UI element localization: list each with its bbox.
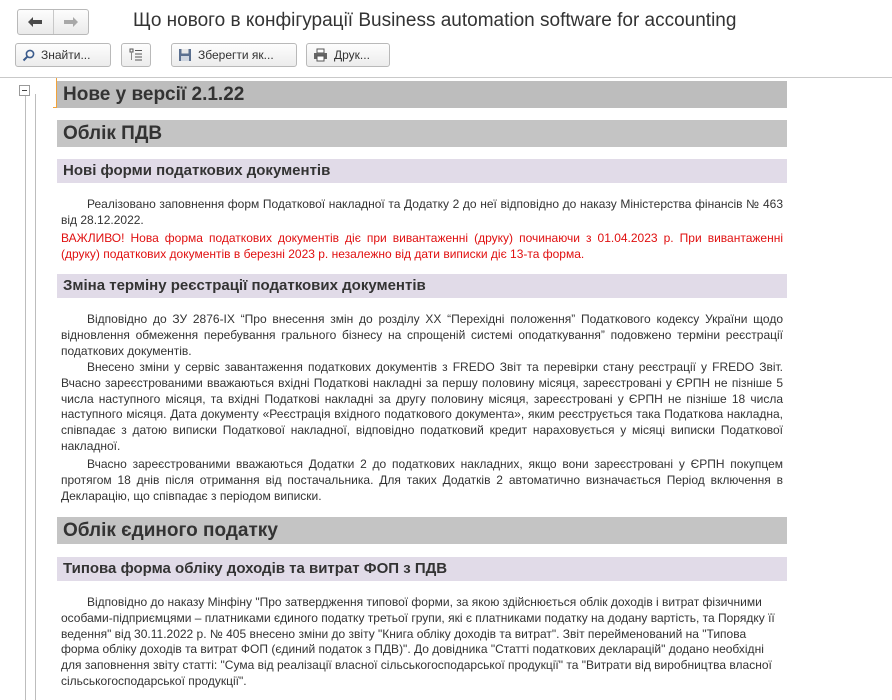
section-heading: Облік єдиного податку <box>57 517 787 544</box>
paragraph: Відповідно до наказу Мінфіну "Про затвердження типової форми, за якою здійснюється облік доходів і витрат фізичними особами-підприємцями – платниками єдиного податку третьої групи, які є платниками податку на додану вартість, та Порядку її ведення" від 30.11.2022 р. № 405 внесено зміни до звіту "Книга обліку доходів та витрат". Звіт перейменований на "Типова форма обліку доходів та витрат ФОП (єдиний податок з ПДВ)". До довідника "Статті податкових декларацій" додано необхідні для заповнення звіту статті: "Сума від реалізації власної сільськогосподарської продукції" та "Витрати від виробництва власної сільськогосподарської продукції". <box>61 595 775 688</box>
title-bar <box>0 0 892 42</box>
collapse-all-button[interactable] <box>121 43 151 67</box>
document-view[interactable] <box>0 77 892 700</box>
paragraph: Вчасно зареєстрованими вважаються Додатки 2 до податкових накладних, якщо вони зареєстровані у ЄРПН покупцем протягом 18 днів після отримання від постачальника. Для таких Додатків 2 автоматично визначається Період включення в Декларацію, що співпадає з періодом виписки. <box>61 457 783 503</box>
subsection-heading: Нові форми податкових документів <box>57 159 787 183</box>
window-title: Що нового в конфігурації Business automation software for accounting <box>133 10 737 31</box>
floppy-disk-icon <box>178 48 192 62</box>
back-button[interactable] <box>18 10 53 34</box>
warning-paragraph: ВАЖЛИВО! Нова форма податкових документів діє при вивантаженні (друку) починаючи з 01.04.2023 р. При вивантаженні (друку) податкових документів в березні 2023 р. незалежно від дати виписки діє 13-та форма. <box>61 231 783 261</box>
subsection-heading: Типова форма обліку доходів та витрат ФОП з ПДВ <box>57 557 787 581</box>
search-icon <box>22 49 35 62</box>
forward-button[interactable] <box>53 10 89 34</box>
paragraph: Внесено зміни у сервіс завантаження податкових документів з FREDO Звіт та перевірки стану реєстрації у FREDO Звіт. Вчасно зареєстрованими вважаються вхідні Податкові накладні за першу половину місяця, зареєстровані у ЄРПН не пізніше 5 числа наступного місяця, та вхідні Податкові накладні за другу половину місяця, зареєстровані у ЄРПН не пізніше 18 числа наступного місяця. Дата документу «Реєстрація вхідного податкового документа», яким реєструється така Податкова накладна, співпадає з датою виписки Податкової накладної, відповідно податковий кредит нараховується у місяці виписки Податкової накладної. <box>61 360 783 453</box>
toolbar <box>0 42 892 72</box>
paragraph: Відповідно до ЗУ 2876-IX “Про внесення змін до розділу XX “Перехідні положення” Податкового кодексу України щодо відновлення обмеження перебування грального бізнесу на спрощеній системі оподаткування” подовжено терміни реєстрації податкових документів. <box>61 312 783 358</box>
arrow-left-icon <box>27 16 43 28</box>
list-tree-icon <box>129 48 143 62</box>
paragraph: Реалізовано заповнення форм Податкової накладної та Додатку 2 до неї відповідно до наказу Міністерства фінансів № 463 від 28.12.2022. <box>61 197 783 227</box>
version-heading: Нове у версії 2.1.22 <box>57 81 787 108</box>
save-as-button-label: Зберегти як... <box>198 48 274 62</box>
find-button-label: Знайти... <box>41 48 91 62</box>
nav-buttons <box>17 9 89 35</box>
find-button[interactable] <box>15 43 111 67</box>
outline-gutter <box>14 78 50 700</box>
printer-icon <box>313 48 328 62</box>
print-button[interactable] <box>306 43 390 67</box>
section-heading: Облік ПДВ <box>57 120 787 147</box>
subsection-heading: Зміна терміну реєстрації податкових документів <box>57 274 787 298</box>
save-as-button[interactable] <box>171 43 297 67</box>
arrow-right-icon <box>63 16 79 28</box>
print-button-label: Друк... <box>334 48 370 62</box>
collapse-toggle-icon[interactable] <box>19 85 30 96</box>
